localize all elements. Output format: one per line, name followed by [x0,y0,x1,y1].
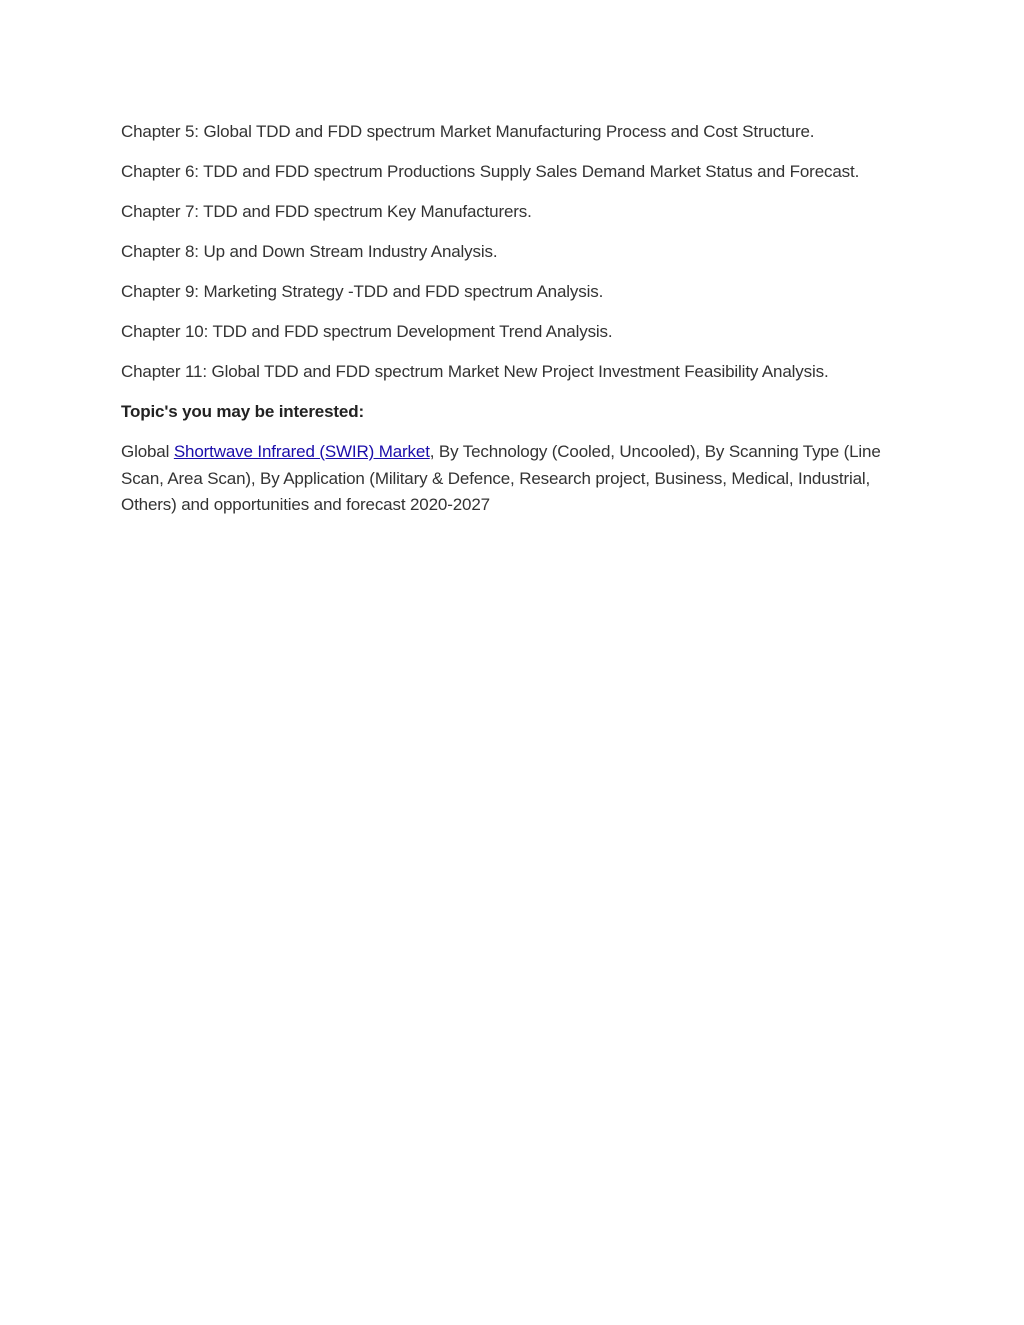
chapter-10-line: Chapter 10: TDD and FDD spectrum Development Trend Analysis. [121,322,613,341]
topics-heading: Topic's you may be interested: [121,402,364,421]
chapter-9-line: Chapter 9: Marketing Strategy -TDD and FDD spectrum Analysis. [121,282,604,301]
chapter-8-line: Chapter 8: Up and Down Stream Industry Analysis. [121,242,498,261]
topic-paragraph [121,439,911,519]
chapter-5-line: Chapter 5: Global TDD and FDD spectrum Market Manufacturing Process and Cost Structure. [121,122,815,141]
swir-market-link[interactable]: Shortwave Infrared (SWIR) Market [173,442,430,461]
topic-suffix: , By Technology (Cooled, Uncooled), By Scanning Type (Line Scan, Area Scan), By Application (Military & Defence, Research project, Business, Medical, Industrial, Others) and opportunities and forecast 2020-2027 [121,442,881,514]
chapter-7-line: Chapter 7: TDD and FDD spectrum Key Manufacturers. [121,202,532,221]
topic-prefix: Global [121,442,174,461]
chapter-6-line: Chapter 6: TDD and FDD spectrum Productions Supply Sales Demand Market Status and Forecast. [121,162,860,181]
chapter-11-line: Chapter 11: Global TDD and FDD spectrum Market New Project Investment Feasibility Analysis. [121,362,829,381]
page-content [121,119,911,532]
